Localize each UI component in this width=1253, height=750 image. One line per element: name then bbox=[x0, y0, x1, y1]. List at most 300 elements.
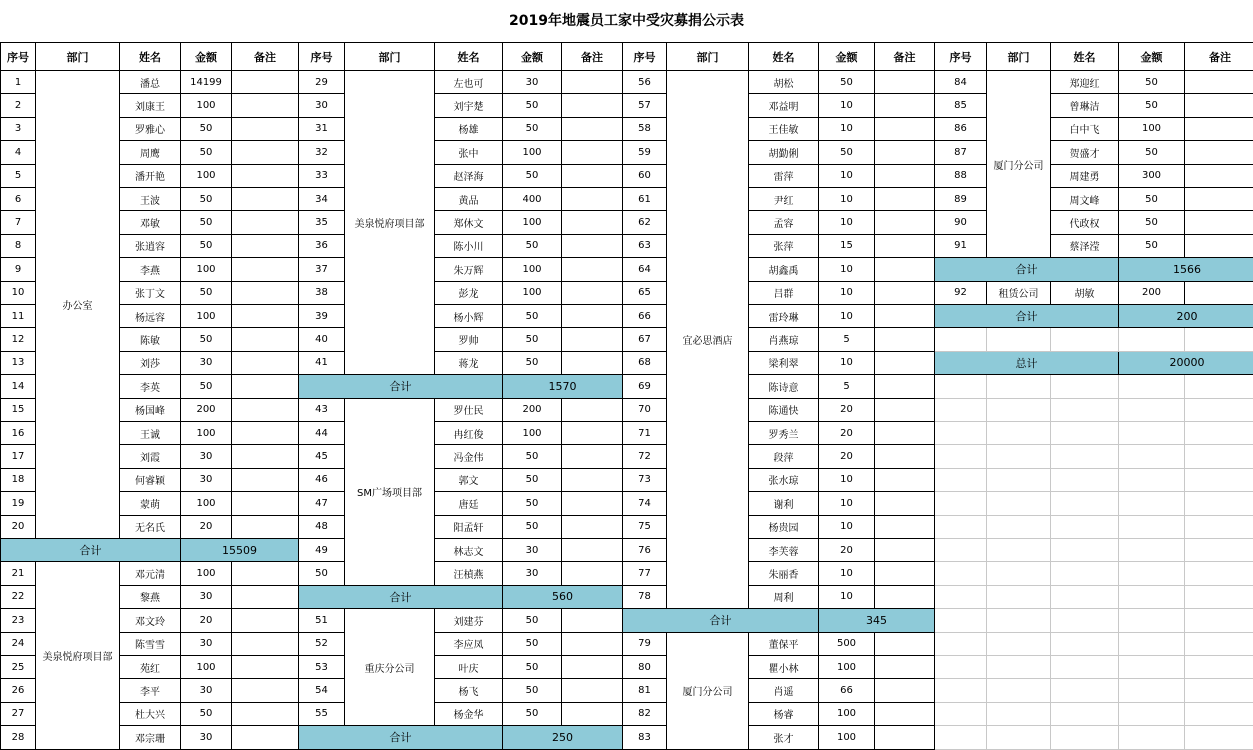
empty-cell bbox=[1051, 328, 1119, 351]
header-note: 备注 bbox=[562, 42, 623, 71]
empty-cell bbox=[935, 328, 987, 351]
amount-cell: 50 bbox=[181, 141, 232, 164]
empty-cell bbox=[987, 445, 1051, 468]
amount-cell: 30 bbox=[181, 469, 232, 492]
empty-cell bbox=[1051, 422, 1119, 445]
subtotal-label: 合计 bbox=[935, 258, 1119, 281]
seq-cell: 82 bbox=[623, 703, 667, 726]
seq-cell: 72 bbox=[623, 445, 667, 468]
note-cell bbox=[562, 94, 623, 117]
seq-cell: 83 bbox=[623, 726, 667, 749]
seq-cell: 62 bbox=[623, 211, 667, 234]
note-cell bbox=[875, 679, 935, 702]
seq-cell: 86 bbox=[935, 118, 987, 141]
header-seq: 序号 bbox=[623, 42, 667, 71]
seq-cell: 12 bbox=[0, 328, 36, 351]
name-cell: 曾琳洁 bbox=[1051, 94, 1119, 117]
name-cell: 白中飞 bbox=[1051, 118, 1119, 141]
empty-cell bbox=[987, 539, 1051, 562]
seq-cell: 87 bbox=[935, 141, 987, 164]
note-cell bbox=[875, 211, 935, 234]
name-cell: 罗秀兰 bbox=[749, 422, 819, 445]
amount-cell: 10 bbox=[819, 188, 875, 211]
seq-cell: 17 bbox=[0, 445, 36, 468]
seq-cell: 53 bbox=[299, 656, 345, 679]
header-name: 姓名 bbox=[1051, 42, 1119, 71]
seq-cell: 90 bbox=[935, 211, 987, 234]
seq-cell: 65 bbox=[623, 282, 667, 305]
note-cell bbox=[232, 118, 299, 141]
name-cell: 杨贵园 bbox=[749, 516, 819, 539]
amount-cell: 100 bbox=[503, 211, 562, 234]
amount-cell: 30 bbox=[503, 562, 562, 585]
amount-cell: 20 bbox=[819, 399, 875, 422]
dept-cell: 租赁公司 bbox=[987, 282, 1051, 305]
amount-cell: 10 bbox=[819, 469, 875, 492]
header-amount: 金额 bbox=[819, 42, 875, 71]
empty-cell bbox=[1119, 586, 1185, 609]
name-cell: 蒙萌 bbox=[120, 492, 181, 515]
name-cell: 郑迎红 bbox=[1051, 71, 1119, 94]
name-cell: 谢利 bbox=[749, 492, 819, 515]
note-cell bbox=[875, 726, 935, 749]
subtotal-amount: 15509 bbox=[181, 539, 299, 562]
name-cell: 周利 bbox=[749, 586, 819, 609]
empty-cell bbox=[1051, 469, 1119, 492]
subtotal-label: 合计 bbox=[299, 726, 503, 749]
header-name: 姓名 bbox=[120, 42, 181, 71]
seq-cell: 14 bbox=[0, 375, 36, 398]
seq-cell: 29 bbox=[299, 71, 345, 94]
name-cell: 段萍 bbox=[749, 445, 819, 468]
note-cell bbox=[562, 258, 623, 281]
empty-cell bbox=[1119, 422, 1185, 445]
amount-cell: 10 bbox=[819, 211, 875, 234]
amount-cell: 100 bbox=[181, 562, 232, 585]
note-cell bbox=[562, 679, 623, 702]
note-cell bbox=[562, 516, 623, 539]
amount-cell: 10 bbox=[819, 352, 875, 375]
name-cell: 苑红 bbox=[120, 656, 181, 679]
name-cell: 杜大兴 bbox=[120, 703, 181, 726]
empty-cell bbox=[987, 399, 1051, 422]
name-cell: 无名氏 bbox=[120, 516, 181, 539]
note-cell bbox=[232, 445, 299, 468]
name-cell: 陈小川 bbox=[435, 235, 503, 258]
note-cell bbox=[562, 211, 623, 234]
name-cell: 张水琼 bbox=[749, 469, 819, 492]
note-cell bbox=[232, 235, 299, 258]
amount-cell: 10 bbox=[819, 282, 875, 305]
amount-cell: 50 bbox=[819, 141, 875, 164]
seq-cell: 91 bbox=[935, 235, 987, 258]
seq-cell: 92 bbox=[935, 282, 987, 305]
amount-cell: 100 bbox=[181, 492, 232, 515]
amount-cell: 100 bbox=[181, 305, 232, 328]
amount-cell: 50 bbox=[503, 235, 562, 258]
note-cell bbox=[1185, 282, 1253, 305]
note-cell bbox=[562, 609, 623, 632]
seq-cell: 43 bbox=[299, 399, 345, 422]
note-cell bbox=[1185, 235, 1253, 258]
seq-cell: 59 bbox=[623, 141, 667, 164]
subtotal-amount: 1566 bbox=[1119, 258, 1253, 281]
amount-cell: 20 bbox=[819, 422, 875, 445]
amount-cell: 50 bbox=[181, 211, 232, 234]
amount-cell: 50 bbox=[503, 352, 562, 375]
amount-cell: 10 bbox=[819, 586, 875, 609]
name-cell: 冉红俊 bbox=[435, 422, 503, 445]
note-cell bbox=[875, 703, 935, 726]
amount-cell: 10 bbox=[819, 258, 875, 281]
name-cell: 蔡泽滢 bbox=[1051, 235, 1119, 258]
note-cell bbox=[1185, 141, 1253, 164]
note-cell bbox=[232, 422, 299, 445]
note-cell bbox=[875, 469, 935, 492]
empty-cell bbox=[1185, 656, 1253, 679]
seq-cell: 58 bbox=[623, 118, 667, 141]
dept-cell: 美泉悦府项目部 bbox=[36, 562, 120, 749]
amount-cell: 50 bbox=[503, 305, 562, 328]
note-cell bbox=[562, 235, 623, 258]
empty-cell bbox=[1119, 492, 1185, 515]
empty-cell bbox=[1119, 399, 1185, 422]
seq-cell: 54 bbox=[299, 679, 345, 702]
note-cell bbox=[1185, 71, 1253, 94]
name-cell: 胡鑫禹 bbox=[749, 258, 819, 281]
empty-cell bbox=[935, 656, 987, 679]
note-cell bbox=[562, 141, 623, 164]
empty-cell bbox=[935, 703, 987, 726]
seq-cell: 38 bbox=[299, 282, 345, 305]
seq-cell: 35 bbox=[299, 211, 345, 234]
seq-cell: 26 bbox=[0, 679, 36, 702]
note-cell bbox=[232, 703, 299, 726]
header-seq: 序号 bbox=[0, 42, 36, 71]
dept-cell: 重庆分公司 bbox=[345, 609, 435, 726]
seq-cell: 19 bbox=[0, 492, 36, 515]
amount-cell: 30 bbox=[181, 726, 232, 749]
seq-cell: 50 bbox=[299, 562, 345, 585]
amount-cell: 10 bbox=[819, 516, 875, 539]
empty-cell bbox=[1119, 679, 1185, 702]
note-cell bbox=[875, 633, 935, 656]
amount-cell: 50 bbox=[503, 118, 562, 141]
empty-cell bbox=[1119, 328, 1185, 351]
seq-cell: 81 bbox=[623, 679, 667, 702]
seq-cell: 8 bbox=[0, 235, 36, 258]
header-amount: 金额 bbox=[1119, 42, 1185, 71]
note-cell bbox=[562, 188, 623, 211]
amount-cell: 20 bbox=[819, 539, 875, 562]
note-cell bbox=[562, 422, 623, 445]
header-note: 备注 bbox=[875, 42, 935, 71]
seq-cell: 45 bbox=[299, 445, 345, 468]
grand-total-label: 总计 bbox=[935, 352, 1119, 375]
empty-cell bbox=[1185, 516, 1253, 539]
amount-cell: 50 bbox=[181, 375, 232, 398]
note-cell bbox=[232, 469, 299, 492]
name-cell: 代政权 bbox=[1051, 211, 1119, 234]
name-cell: 梁利翠 bbox=[749, 352, 819, 375]
seq-cell: 34 bbox=[299, 188, 345, 211]
seq-cell: 60 bbox=[623, 165, 667, 188]
name-cell: 王诚 bbox=[120, 422, 181, 445]
seq-cell: 10 bbox=[0, 282, 36, 305]
name-cell: 杨睿 bbox=[749, 703, 819, 726]
empty-cell bbox=[935, 679, 987, 702]
note-cell bbox=[875, 562, 935, 585]
name-cell: 邓宗珊 bbox=[120, 726, 181, 749]
amount-cell: 66 bbox=[819, 679, 875, 702]
seq-cell: 85 bbox=[935, 94, 987, 117]
name-cell: 杨国峰 bbox=[120, 399, 181, 422]
seq-cell: 27 bbox=[0, 703, 36, 726]
seq-cell: 88 bbox=[935, 165, 987, 188]
note-cell bbox=[562, 352, 623, 375]
seq-cell: 80 bbox=[623, 656, 667, 679]
note-cell bbox=[232, 399, 299, 422]
amount-cell: 30 bbox=[181, 586, 232, 609]
amount-cell: 50 bbox=[503, 679, 562, 702]
name-cell: 贺盛才 bbox=[1051, 141, 1119, 164]
dept-cell: SM广场项目部 bbox=[345, 399, 435, 586]
amount-cell: 200 bbox=[503, 399, 562, 422]
name-cell: 张才 bbox=[749, 726, 819, 749]
amount-cell: 100 bbox=[503, 282, 562, 305]
note-cell bbox=[875, 656, 935, 679]
empty-cell bbox=[1119, 609, 1185, 632]
seq-cell: 84 bbox=[935, 71, 987, 94]
seq-cell: 63 bbox=[623, 235, 667, 258]
empty-cell bbox=[1119, 516, 1185, 539]
seq-cell: 20 bbox=[0, 516, 36, 539]
seq-cell: 77 bbox=[623, 562, 667, 585]
seq-cell: 46 bbox=[299, 469, 345, 492]
amount-cell: 50 bbox=[503, 94, 562, 117]
amount-cell: 50 bbox=[1119, 141, 1185, 164]
name-cell: 王佳敏 bbox=[749, 118, 819, 141]
name-cell: 阳孟轩 bbox=[435, 516, 503, 539]
dept-cell: 美泉悦府项目部 bbox=[345, 71, 435, 375]
empty-cell bbox=[935, 516, 987, 539]
empty-cell bbox=[1185, 445, 1253, 468]
name-cell: 黎燕 bbox=[120, 586, 181, 609]
empty-cell bbox=[1119, 656, 1185, 679]
seq-cell: 3 bbox=[0, 118, 36, 141]
name-cell: 陈雪雪 bbox=[120, 633, 181, 656]
amount-cell: 50 bbox=[503, 633, 562, 656]
empty-cell bbox=[987, 679, 1051, 702]
name-cell: 杨飞 bbox=[435, 679, 503, 702]
amount-cell: 20 bbox=[819, 445, 875, 468]
amount-cell: 50 bbox=[1119, 94, 1185, 117]
note-cell bbox=[232, 726, 299, 749]
name-cell: 李英 bbox=[120, 375, 181, 398]
empty-cell bbox=[1051, 539, 1119, 562]
empty-cell bbox=[987, 562, 1051, 585]
seq-cell: 64 bbox=[623, 258, 667, 281]
name-cell: 左也可 bbox=[435, 71, 503, 94]
empty-cell bbox=[1119, 539, 1185, 562]
amount-cell: 100 bbox=[503, 141, 562, 164]
subtotal-label: 合计 bbox=[299, 586, 503, 609]
amount-cell: 50 bbox=[503, 328, 562, 351]
amount-cell: 5 bbox=[819, 328, 875, 351]
name-cell: 彭龙 bbox=[435, 282, 503, 305]
amount-cell: 30 bbox=[503, 539, 562, 562]
empty-cell bbox=[1119, 469, 1185, 492]
empty-cell bbox=[1185, 562, 1253, 585]
seq-cell: 75 bbox=[623, 516, 667, 539]
name-cell: 张丁文 bbox=[120, 282, 181, 305]
empty-cell bbox=[1185, 422, 1253, 445]
seq-cell: 79 bbox=[623, 633, 667, 656]
subtotal-label: 合计 bbox=[623, 609, 819, 632]
name-cell: 杨雄 bbox=[435, 118, 503, 141]
note-cell bbox=[875, 492, 935, 515]
amount-cell: 30 bbox=[503, 71, 562, 94]
note-cell bbox=[875, 305, 935, 328]
seq-cell: 55 bbox=[299, 703, 345, 726]
seq-cell: 4 bbox=[0, 141, 36, 164]
empty-cell bbox=[1119, 445, 1185, 468]
empty-cell bbox=[935, 492, 987, 515]
empty-cell bbox=[1185, 609, 1253, 632]
seq-cell: 73 bbox=[623, 469, 667, 492]
subtotal-amount: 1570 bbox=[503, 375, 623, 398]
name-cell: 陈通快 bbox=[749, 399, 819, 422]
amount-cell: 50 bbox=[503, 469, 562, 492]
empty-cell bbox=[1051, 492, 1119, 515]
name-cell: 林志文 bbox=[435, 539, 503, 562]
amount-cell: 50 bbox=[181, 235, 232, 258]
name-cell: 蒋龙 bbox=[435, 352, 503, 375]
seq-cell: 69 bbox=[623, 375, 667, 398]
note-cell bbox=[875, 165, 935, 188]
seq-cell: 66 bbox=[623, 305, 667, 328]
note-cell bbox=[232, 679, 299, 702]
seq-cell: 74 bbox=[623, 492, 667, 515]
empty-cell bbox=[1051, 586, 1119, 609]
name-cell: 罗雅心 bbox=[120, 118, 181, 141]
amount-cell: 100 bbox=[181, 258, 232, 281]
amount-cell: 10 bbox=[819, 562, 875, 585]
name-cell: 潘总 bbox=[120, 71, 181, 94]
seq-cell: 52 bbox=[299, 633, 345, 656]
name-cell: 朱丽香 bbox=[749, 562, 819, 585]
name-cell: 赵泽海 bbox=[435, 165, 503, 188]
name-cell: 刘建芬 bbox=[435, 609, 503, 632]
empty-cell bbox=[987, 422, 1051, 445]
note-cell bbox=[562, 703, 623, 726]
empty-cell bbox=[987, 609, 1051, 632]
name-cell: 邓益明 bbox=[749, 94, 819, 117]
empty-cell bbox=[987, 375, 1051, 398]
empty-cell bbox=[935, 375, 987, 398]
empty-cell bbox=[1051, 656, 1119, 679]
seq-cell: 44 bbox=[299, 422, 345, 445]
note-cell bbox=[1185, 94, 1253, 117]
note-cell bbox=[875, 258, 935, 281]
empty-cell bbox=[987, 328, 1051, 351]
header-seq: 序号 bbox=[299, 42, 345, 71]
seq-cell: 71 bbox=[623, 422, 667, 445]
seq-cell: 28 bbox=[0, 726, 36, 749]
header-amount: 金额 bbox=[181, 42, 232, 71]
amount-cell: 50 bbox=[819, 71, 875, 94]
name-cell: 杨远容 bbox=[120, 305, 181, 328]
seq-cell: 18 bbox=[0, 469, 36, 492]
note-cell bbox=[562, 656, 623, 679]
amount-cell: 5 bbox=[819, 375, 875, 398]
seq-cell: 13 bbox=[0, 352, 36, 375]
name-cell: 张萍 bbox=[749, 235, 819, 258]
note-cell bbox=[232, 609, 299, 632]
empty-cell bbox=[1185, 703, 1253, 726]
dept-cell: 厦门分公司 bbox=[987, 71, 1051, 258]
note-cell bbox=[1185, 165, 1253, 188]
subtotal-amount: 200 bbox=[1119, 305, 1253, 328]
note-cell bbox=[232, 165, 299, 188]
note-cell bbox=[875, 422, 935, 445]
name-cell: 邓文玲 bbox=[120, 609, 181, 632]
amount-cell: 50 bbox=[503, 656, 562, 679]
note-cell bbox=[232, 586, 299, 609]
note-cell bbox=[232, 656, 299, 679]
empty-cell bbox=[1051, 562, 1119, 585]
subtotal-amount: 345 bbox=[819, 609, 935, 632]
seq-cell: 57 bbox=[623, 94, 667, 117]
grand-total-amount: 20000 bbox=[1119, 352, 1253, 375]
empty-cell bbox=[987, 726, 1051, 749]
seq-cell: 7 bbox=[0, 211, 36, 234]
name-cell: 胡勤俐 bbox=[749, 141, 819, 164]
name-cell: 汪楨燕 bbox=[435, 562, 503, 585]
header-dept: 部门 bbox=[667, 42, 749, 71]
seq-cell: 2 bbox=[0, 94, 36, 117]
empty-cell bbox=[1119, 633, 1185, 656]
name-cell: 罗仕民 bbox=[435, 399, 503, 422]
empty-cell bbox=[987, 656, 1051, 679]
amount-cell: 30 bbox=[181, 352, 232, 375]
amount-cell: 20 bbox=[181, 516, 232, 539]
name-cell: 董保平 bbox=[749, 633, 819, 656]
empty-cell bbox=[1119, 375, 1185, 398]
amount-cell: 400 bbox=[503, 188, 562, 211]
amount-cell: 100 bbox=[503, 258, 562, 281]
empty-cell bbox=[1119, 726, 1185, 749]
amount-cell: 50 bbox=[503, 609, 562, 632]
name-cell: 邓敏 bbox=[120, 211, 181, 234]
amount-cell: 50 bbox=[181, 188, 232, 211]
amount-cell: 14199 bbox=[181, 71, 232, 94]
empty-cell bbox=[1185, 679, 1253, 702]
note-cell bbox=[875, 516, 935, 539]
empty-cell bbox=[935, 399, 987, 422]
empty-cell bbox=[1185, 726, 1253, 749]
seq-cell: 1 bbox=[0, 71, 36, 94]
name-cell: 雷萍 bbox=[749, 165, 819, 188]
note-cell bbox=[875, 188, 935, 211]
note-cell bbox=[232, 328, 299, 351]
name-cell: 李平 bbox=[120, 679, 181, 702]
note-cell bbox=[875, 586, 935, 609]
amount-cell: 30 bbox=[181, 633, 232, 656]
dept-cell: 厦门分公司 bbox=[667, 633, 749, 750]
note-cell bbox=[875, 282, 935, 305]
name-cell: 李芙蓉 bbox=[749, 539, 819, 562]
